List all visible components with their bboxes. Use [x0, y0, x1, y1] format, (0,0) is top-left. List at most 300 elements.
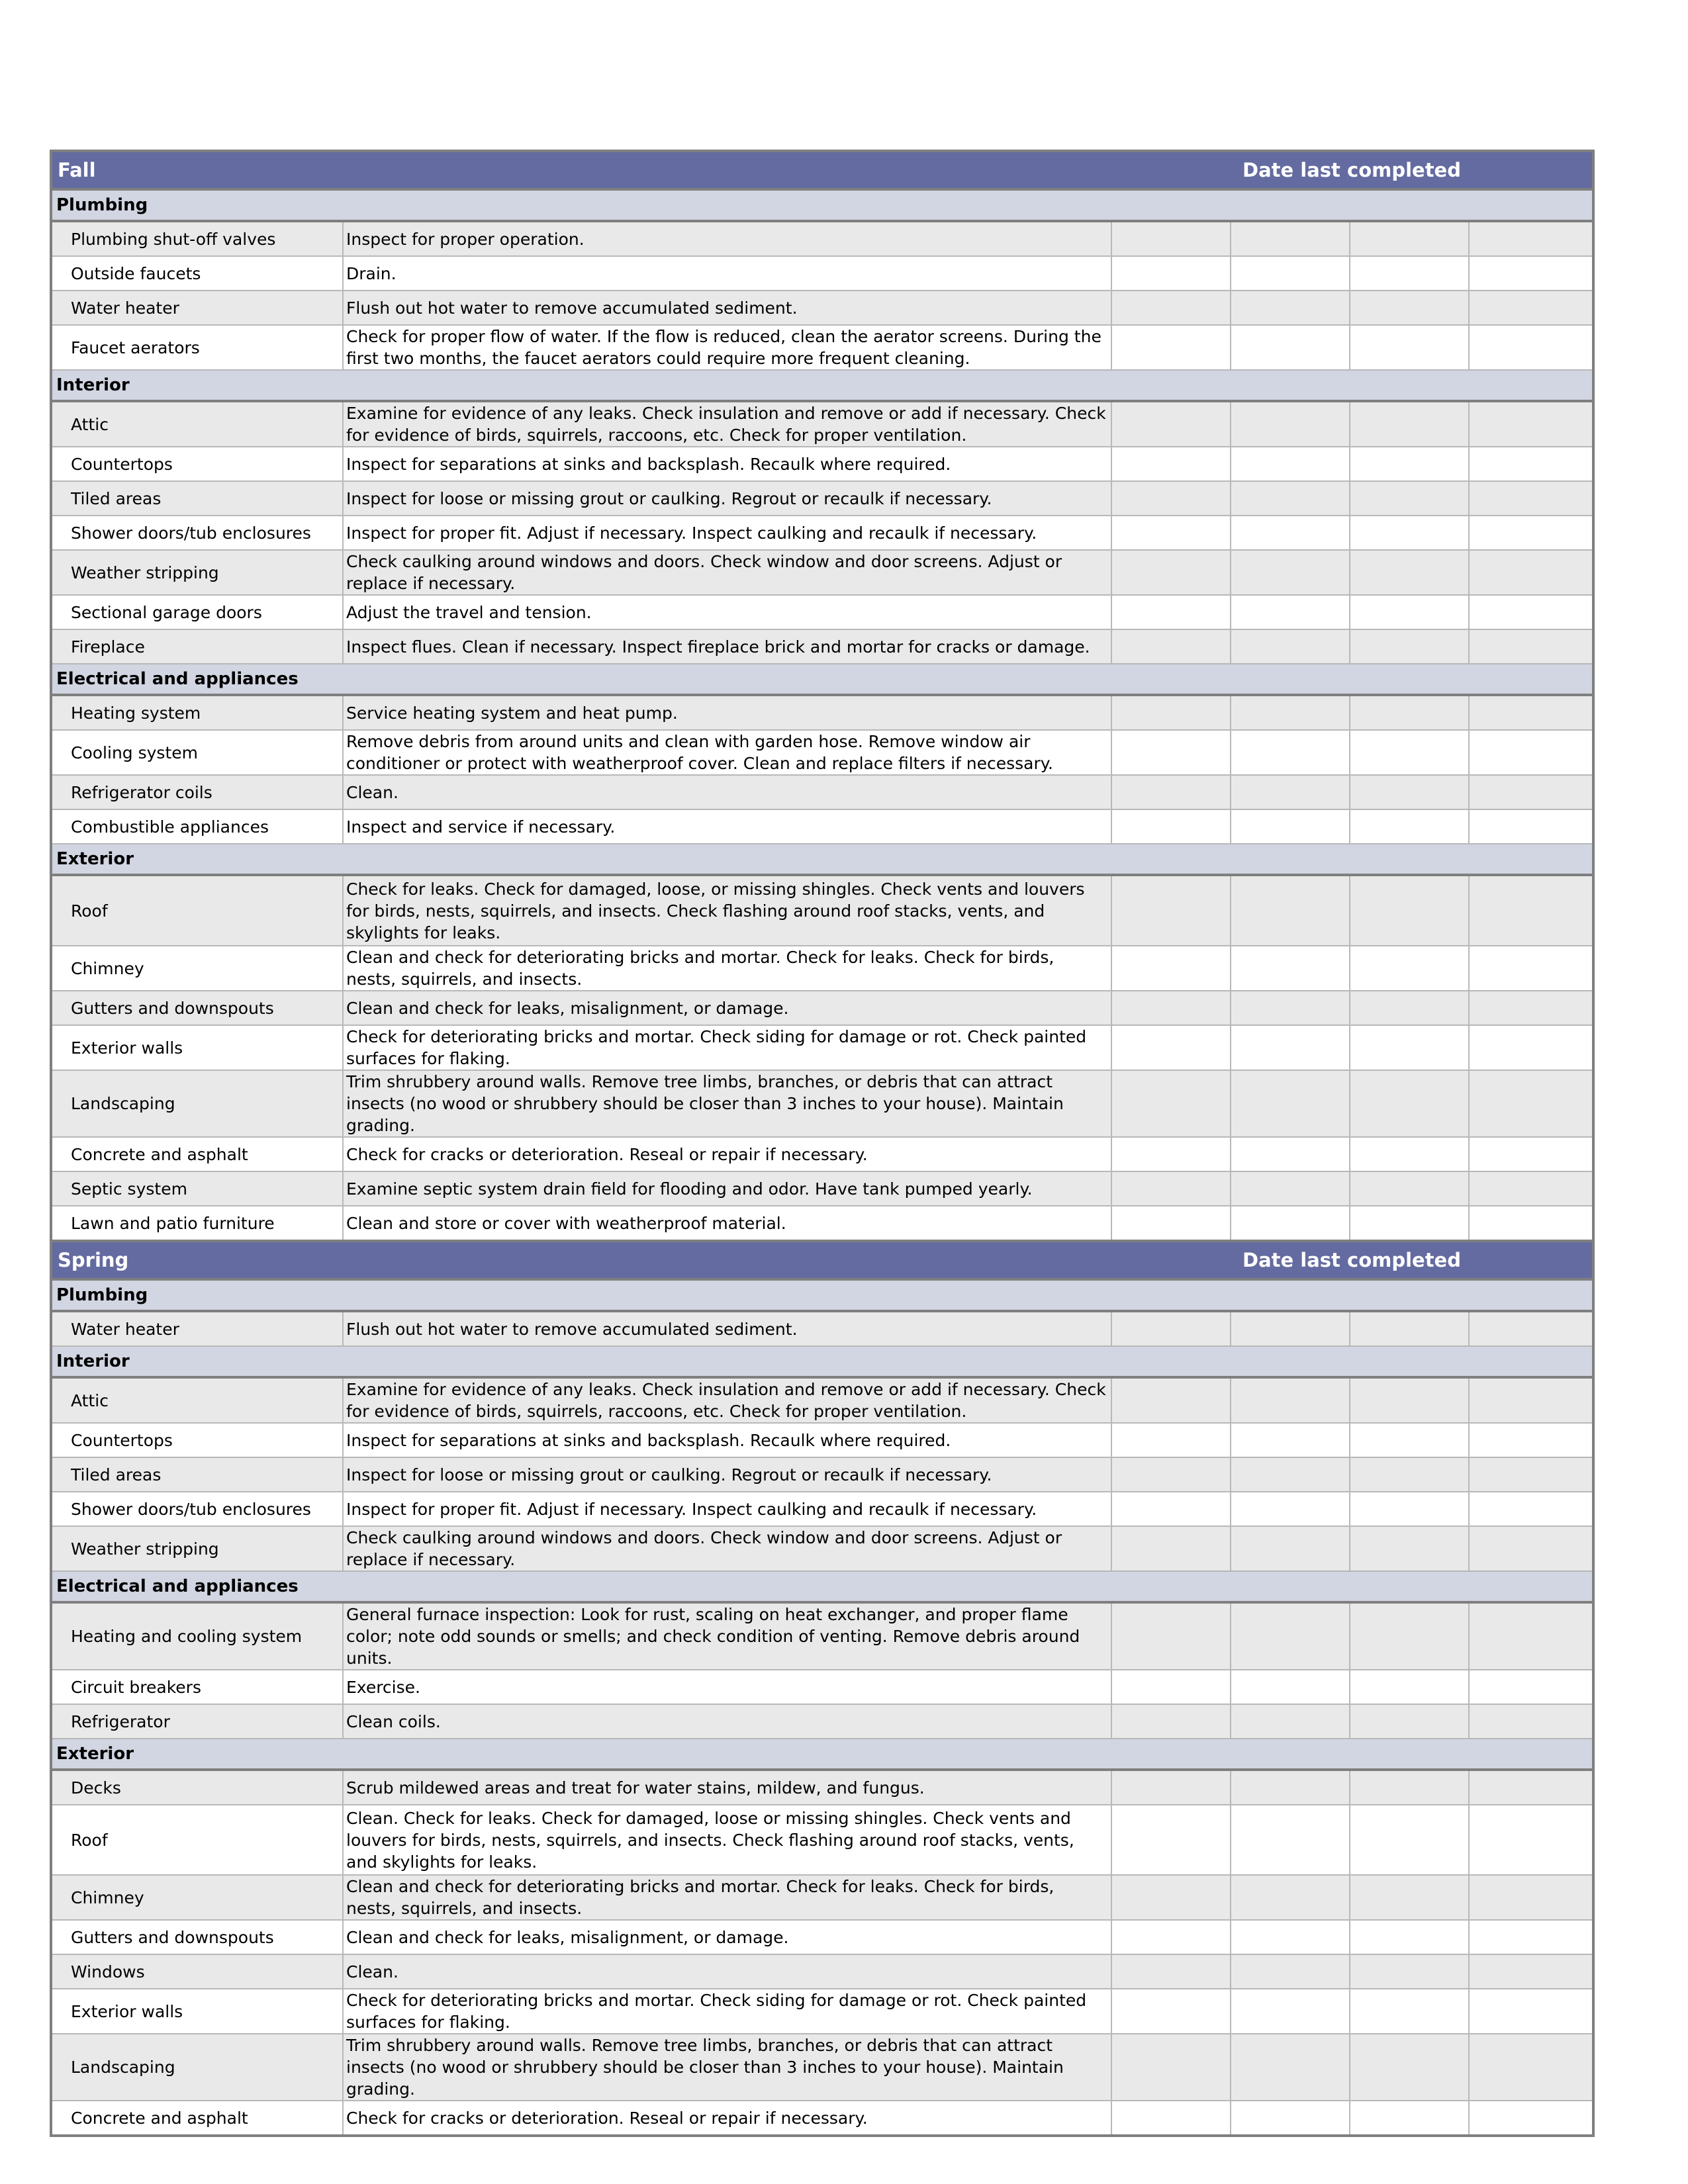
date-completed-input[interactable]	[1350, 1379, 1468, 1422]
date-completed-input[interactable]	[1350, 1989, 1468, 2033]
date-completed-input[interactable]	[1350, 2101, 1468, 2134]
date-completed-cell[interactable]	[1231, 1770, 1350, 1805]
date-completed-input[interactable]	[1231, 1771, 1349, 1804]
date-completed-input[interactable]	[1112, 1379, 1230, 1422]
date-completed-cell[interactable]	[1469, 2101, 1593, 2136]
date-completed-cell[interactable]	[1350, 1954, 1469, 1989]
date-completed-cell[interactable]	[1469, 595, 1593, 629]
date-completed-input[interactable]	[1231, 291, 1349, 324]
date-completed-cell[interactable]	[1111, 291, 1231, 325]
date-completed-cell[interactable]	[1231, 595, 1350, 629]
date-completed-cell[interactable]	[1469, 1704, 1593, 1739]
date-completed-cell[interactable]	[1231, 1704, 1350, 1739]
date-completed-cell[interactable]	[1350, 401, 1469, 447]
date-completed-input[interactable]	[1470, 1424, 1592, 1457]
date-completed-cell[interactable]	[1231, 991, 1350, 1025]
date-completed-cell[interactable]	[1231, 1989, 1350, 2034]
date-completed-input[interactable]	[1112, 1805, 1230, 1874]
date-completed-input[interactable]	[1470, 1172, 1592, 1205]
date-completed-input[interactable]	[1470, 1989, 1592, 2033]
date-completed-cell[interactable]	[1231, 401, 1350, 447]
date-completed-cell[interactable]	[1469, 2034, 1593, 2101]
date-completed-cell[interactable]	[1469, 1377, 1593, 1423]
date-completed-cell[interactable]	[1350, 291, 1469, 325]
date-completed-input[interactable]	[1112, 1492, 1230, 1525]
date-completed-input[interactable]	[1112, 551, 1230, 594]
date-completed-cell[interactable]	[1231, 2034, 1350, 2101]
date-completed-cell[interactable]	[1350, 991, 1469, 1025]
date-completed-cell[interactable]	[1111, 1377, 1231, 1423]
date-completed-cell[interactable]	[1469, 401, 1593, 447]
date-completed-cell[interactable]	[1350, 1770, 1469, 1805]
date-completed-input[interactable]	[1112, 326, 1230, 369]
date-completed-input[interactable]	[1231, 1955, 1349, 1988]
date-completed-input[interactable]	[1231, 1071, 1349, 1136]
date-completed-input[interactable]	[1470, 482, 1592, 515]
date-completed-input[interactable]	[1350, 1805, 1468, 1874]
date-completed-input[interactable]	[1470, 1379, 1592, 1422]
date-completed-cell[interactable]	[1350, 447, 1469, 481]
date-completed-cell[interactable]	[1111, 2101, 1231, 2136]
date-completed-cell[interactable]	[1231, 695, 1350, 730]
date-completed-cell[interactable]	[1469, 1602, 1593, 1670]
date-completed-input[interactable]	[1112, 1670, 1230, 1704]
date-completed-cell[interactable]	[1231, 1875, 1350, 1920]
date-completed-cell[interactable]	[1231, 1954, 1350, 1989]
date-completed-input[interactable]	[1350, 1138, 1468, 1171]
date-completed-cell[interactable]	[1111, 775, 1231, 809]
date-completed-input[interactable]	[1470, 222, 1592, 255]
date-completed-input[interactable]	[1350, 1458, 1468, 1491]
date-completed-cell[interactable]	[1111, 1920, 1231, 1954]
date-completed-cell[interactable]	[1350, 2034, 1469, 2101]
date-completed-cell[interactable]	[1111, 595, 1231, 629]
date-completed-cell[interactable]	[1350, 256, 1469, 291]
date-completed-cell[interactable]	[1231, 1457, 1350, 1492]
date-completed-input[interactable]	[1112, 1771, 1230, 1804]
date-completed-cell[interactable]	[1111, 629, 1231, 664]
date-completed-input[interactable]	[1231, 257, 1349, 290]
date-completed-input[interactable]	[1231, 876, 1349, 945]
date-completed-input[interactable]	[1350, 630, 1468, 663]
date-completed-cell[interactable]	[1350, 775, 1469, 809]
date-completed-input[interactable]	[1470, 551, 1592, 594]
date-completed-input[interactable]	[1112, 291, 1230, 324]
date-completed-input[interactable]	[1470, 776, 1592, 809]
date-completed-cell[interactable]	[1111, 1989, 1231, 2034]
date-completed-cell[interactable]	[1231, 1206, 1350, 1241]
date-completed-input[interactable]	[1112, 1876, 1230, 1919]
date-completed-cell[interactable]	[1111, 1492, 1231, 1526]
date-completed-cell[interactable]	[1469, 1025, 1593, 1070]
date-completed-cell[interactable]	[1231, 1526, 1350, 1571]
date-completed-input[interactable]	[1470, 810, 1592, 843]
date-completed-cell[interactable]	[1350, 629, 1469, 664]
date-completed-input[interactable]	[1112, 447, 1230, 480]
date-completed-input[interactable]	[1231, 696, 1349, 729]
date-completed-input[interactable]	[1112, 402, 1230, 446]
date-completed-cell[interactable]	[1350, 1492, 1469, 1526]
date-completed-cell[interactable]	[1231, 1311, 1350, 1346]
date-completed-cell[interactable]	[1231, 946, 1350, 991]
date-completed-input[interactable]	[1470, 696, 1592, 729]
date-completed-cell[interactable]	[1469, 1989, 1593, 2034]
date-completed-input[interactable]	[1470, 2101, 1592, 2134]
date-completed-cell[interactable]	[1231, 516, 1350, 550]
date-completed-cell[interactable]	[1350, 1206, 1469, 1241]
date-completed-input[interactable]	[1112, 2101, 1230, 2134]
date-completed-input[interactable]	[1350, 1921, 1468, 1954]
date-completed-cell[interactable]	[1469, 1137, 1593, 1171]
date-completed-cell[interactable]	[1350, 1070, 1469, 1137]
date-completed-cell[interactable]	[1469, 1954, 1593, 1989]
date-completed-input[interactable]	[1231, 1705, 1349, 1738]
date-completed-input[interactable]	[1350, 291, 1468, 324]
date-completed-cell[interactable]	[1111, 1704, 1231, 1739]
date-completed-input[interactable]	[1470, 447, 1592, 480]
date-completed-cell[interactable]	[1350, 550, 1469, 595]
date-completed-cell[interactable]	[1231, 221, 1350, 256]
date-completed-input[interactable]	[1350, 402, 1468, 446]
date-completed-cell[interactable]	[1469, 1920, 1593, 1954]
date-completed-input[interactable]	[1350, 1492, 1468, 1525]
date-completed-cell[interactable]	[1469, 221, 1593, 256]
date-completed-input[interactable]	[1231, 1604, 1349, 1669]
date-completed-input[interactable]	[1470, 1705, 1592, 1738]
date-completed-input[interactable]	[1350, 1670, 1468, 1704]
date-completed-input[interactable]	[1231, 1492, 1349, 1525]
date-completed-input[interactable]	[1112, 222, 1230, 255]
date-completed-cell[interactable]	[1350, 1171, 1469, 1206]
date-completed-cell[interactable]	[1469, 481, 1593, 516]
date-completed-input[interactable]	[1112, 1206, 1230, 1240]
date-completed-cell[interactable]	[1350, 1025, 1469, 1070]
date-completed-cell[interactable]	[1111, 1137, 1231, 1171]
date-completed-cell[interactable]	[1111, 1602, 1231, 1670]
date-completed-cell[interactable]	[1350, 875, 1469, 946]
date-completed-input[interactable]	[1112, 257, 1230, 290]
date-completed-cell[interactable]	[1231, 1670, 1350, 1704]
date-completed-cell[interactable]	[1350, 2101, 1469, 2136]
date-completed-cell[interactable]	[1111, 1311, 1231, 1346]
date-completed-input[interactable]	[1350, 257, 1468, 290]
date-completed-cell[interactable]	[1469, 1171, 1593, 1206]
date-completed-cell[interactable]	[1231, 1920, 1350, 1954]
date-completed-input[interactable]	[1112, 1989, 1230, 2033]
date-completed-cell[interactable]	[1231, 809, 1350, 844]
date-completed-input[interactable]	[1231, 1138, 1349, 1171]
date-completed-input[interactable]	[1470, 2034, 1592, 2100]
date-completed-cell[interactable]	[1111, 447, 1231, 481]
date-completed-cell[interactable]	[1350, 221, 1469, 256]
date-completed-input[interactable]	[1231, 731, 1349, 774]
date-completed-cell[interactable]	[1350, 595, 1469, 629]
date-completed-cell[interactable]	[1111, 516, 1231, 550]
date-completed-input[interactable]	[1231, 1876, 1349, 1919]
date-completed-input[interactable]	[1470, 402, 1592, 446]
date-completed-cell[interactable]	[1469, 516, 1593, 550]
date-completed-input[interactable]	[1350, 776, 1468, 809]
date-completed-cell[interactable]	[1350, 1526, 1469, 1571]
date-completed-cell[interactable]	[1111, 221, 1231, 256]
date-completed-input[interactable]	[1470, 1921, 1592, 1954]
date-completed-cell[interactable]	[1469, 875, 1593, 946]
date-completed-input[interactable]	[1231, 326, 1349, 369]
date-completed-cell[interactable]	[1469, 256, 1593, 291]
date-completed-cell[interactable]	[1231, 1377, 1350, 1423]
date-completed-cell[interactable]	[1469, 991, 1593, 1025]
date-completed-input[interactable]	[1231, 1172, 1349, 1205]
date-completed-input[interactable]	[1112, 696, 1230, 729]
date-completed-cell[interactable]	[1350, 946, 1469, 991]
date-completed-cell[interactable]	[1350, 809, 1469, 844]
date-completed-input[interactable]	[1231, 1989, 1349, 2033]
date-completed-cell[interactable]	[1231, 481, 1350, 516]
date-completed-cell[interactable]	[1111, 946, 1231, 991]
date-completed-cell[interactable]	[1350, 1920, 1469, 1954]
date-completed-cell[interactable]	[1469, 550, 1593, 595]
date-completed-input[interactable]	[1112, 596, 1230, 629]
date-completed-cell[interactable]	[1231, 1805, 1350, 1875]
date-completed-input[interactable]	[1112, 991, 1230, 1024]
date-completed-cell[interactable]	[1350, 1602, 1469, 1670]
date-completed-input[interactable]	[1470, 731, 1592, 774]
date-completed-cell[interactable]	[1231, 1602, 1350, 1670]
date-completed-input[interactable]	[1350, 1172, 1468, 1205]
date-completed-cell[interactable]	[1231, 875, 1350, 946]
date-completed-input[interactable]	[1231, 991, 1349, 1024]
date-completed-cell[interactable]	[1350, 1805, 1469, 1875]
date-completed-input[interactable]	[1231, 402, 1349, 446]
date-completed-input[interactable]	[1350, 1527, 1468, 1570]
date-completed-input[interactable]	[1350, 516, 1468, 549]
date-completed-input[interactable]	[1231, 1921, 1349, 1954]
date-completed-input[interactable]	[1470, 630, 1592, 663]
date-completed-cell[interactable]	[1469, 1311, 1593, 1346]
date-completed-cell[interactable]	[1111, 1954, 1231, 1989]
date-completed-cell[interactable]	[1231, 550, 1350, 595]
date-completed-cell[interactable]	[1350, 1457, 1469, 1492]
date-completed-cell[interactable]	[1350, 325, 1469, 370]
date-completed-cell[interactable]	[1111, 1025, 1231, 1070]
date-completed-input[interactable]	[1470, 1771, 1592, 1804]
date-completed-input[interactable]	[1231, 810, 1349, 843]
date-completed-input[interactable]	[1112, 1424, 1230, 1457]
date-completed-cell[interactable]	[1231, 1025, 1350, 1070]
date-completed-input[interactable]	[1470, 257, 1592, 290]
date-completed-cell[interactable]	[1111, 1526, 1231, 1571]
date-completed-input[interactable]	[1470, 1492, 1592, 1525]
date-completed-input[interactable]	[1470, 946, 1592, 990]
date-completed-input[interactable]	[1231, 630, 1349, 663]
date-completed-input[interactable]	[1231, 447, 1349, 480]
date-completed-cell[interactable]	[1111, 1206, 1231, 1241]
date-completed-input[interactable]	[1350, 1604, 1468, 1669]
date-completed-cell[interactable]	[1111, 401, 1231, 447]
date-completed-cell[interactable]	[1469, 695, 1593, 730]
date-completed-cell[interactable]	[1350, 730, 1469, 775]
date-completed-cell[interactable]	[1231, 1492, 1350, 1526]
date-completed-input[interactable]	[1350, 1771, 1468, 1804]
date-completed-cell[interactable]	[1231, 291, 1350, 325]
date-completed-cell[interactable]	[1111, 1171, 1231, 1206]
date-completed-input[interactable]	[1350, 1206, 1468, 1240]
date-completed-input[interactable]	[1470, 291, 1592, 324]
date-completed-input[interactable]	[1470, 596, 1592, 629]
date-completed-input[interactable]	[1112, 946, 1230, 990]
date-completed-input[interactable]	[1350, 1424, 1468, 1457]
date-completed-input[interactable]	[1231, 551, 1349, 594]
date-completed-input[interactable]	[1470, 1604, 1592, 1669]
date-completed-input[interactable]	[1350, 1705, 1468, 1738]
date-completed-input[interactable]	[1350, 2034, 1468, 2100]
date-completed-cell[interactable]	[1231, 2101, 1350, 2136]
date-completed-input[interactable]	[1350, 1955, 1468, 1988]
date-completed-input[interactable]	[1470, 1670, 1592, 1704]
date-completed-input[interactable]	[1112, 1458, 1230, 1491]
date-completed-cell[interactable]	[1350, 1423, 1469, 1457]
date-completed-input[interactable]	[1470, 1071, 1592, 1136]
date-completed-input[interactable]	[1112, 1138, 1230, 1171]
date-completed-cell[interactable]	[1231, 325, 1350, 370]
date-completed-input[interactable]	[1350, 326, 1468, 369]
date-completed-cell[interactable]	[1111, 875, 1231, 946]
date-completed-cell[interactable]	[1469, 1670, 1593, 1704]
date-completed-input[interactable]	[1112, 482, 1230, 515]
date-completed-cell[interactable]	[1111, 809, 1231, 844]
date-completed-cell[interactable]	[1231, 775, 1350, 809]
date-completed-cell[interactable]	[1111, 481, 1231, 516]
date-completed-cell[interactable]	[1469, 1805, 1593, 1875]
date-completed-input[interactable]	[1350, 1071, 1468, 1136]
date-completed-cell[interactable]	[1350, 1377, 1469, 1423]
date-completed-cell[interactable]	[1111, 730, 1231, 775]
date-completed-input[interactable]	[1231, 1424, 1349, 1457]
date-completed-cell[interactable]	[1350, 1875, 1469, 1920]
date-completed-cell[interactable]	[1350, 481, 1469, 516]
date-completed-input[interactable]	[1112, 876, 1230, 945]
date-completed-cell[interactable]	[1111, 695, 1231, 730]
date-completed-cell[interactable]	[1469, 447, 1593, 481]
date-completed-cell[interactable]	[1111, 1770, 1231, 1805]
date-completed-input[interactable]	[1470, 1312, 1592, 1345]
date-completed-cell[interactable]	[1111, 1875, 1231, 1920]
date-completed-input[interactable]	[1350, 810, 1468, 843]
date-completed-input[interactable]	[1112, 516, 1230, 549]
date-completed-cell[interactable]	[1111, 1423, 1231, 1457]
date-completed-input[interactable]	[1112, 1527, 1230, 1570]
date-completed-cell[interactable]	[1231, 447, 1350, 481]
date-completed-cell[interactable]	[1469, 1070, 1593, 1137]
date-completed-input[interactable]	[1470, 991, 1592, 1024]
date-completed-cell[interactable]	[1350, 1311, 1469, 1346]
date-completed-cell[interactable]	[1111, 325, 1231, 370]
date-completed-input[interactable]	[1231, 222, 1349, 255]
date-completed-input[interactable]	[1112, 731, 1230, 774]
date-completed-cell[interactable]	[1469, 1526, 1593, 1571]
date-completed-cell[interactable]	[1111, 256, 1231, 291]
date-completed-input[interactable]	[1112, 1921, 1230, 1954]
date-completed-input[interactable]	[1231, 1670, 1349, 1704]
date-completed-cell[interactable]	[1469, 946, 1593, 991]
date-completed-input[interactable]	[1350, 482, 1468, 515]
date-completed-input[interactable]	[1231, 1458, 1349, 1491]
date-completed-cell[interactable]	[1111, 1070, 1231, 1137]
date-completed-cell[interactable]	[1111, 991, 1231, 1025]
date-completed-cell[interactable]	[1350, 695, 1469, 730]
date-completed-cell[interactable]	[1469, 629, 1593, 664]
date-completed-cell[interactable]	[1469, 809, 1593, 844]
date-completed-cell[interactable]	[1469, 1875, 1593, 1920]
date-completed-cell[interactable]	[1469, 730, 1593, 775]
date-completed-cell[interactable]	[1469, 1770, 1593, 1805]
date-completed-input[interactable]	[1231, 1312, 1349, 1345]
date-completed-cell[interactable]	[1350, 1704, 1469, 1739]
date-completed-input[interactable]	[1231, 1527, 1349, 1570]
date-completed-input[interactable]	[1350, 696, 1468, 729]
date-completed-input[interactable]	[1112, 630, 1230, 663]
date-completed-cell[interactable]	[1469, 325, 1593, 370]
date-completed-input[interactable]	[1350, 1876, 1468, 1919]
date-completed-input[interactable]	[1470, 516, 1592, 549]
date-completed-input[interactable]	[1112, 2034, 1230, 2100]
date-completed-input[interactable]	[1470, 1876, 1592, 1919]
date-completed-cell[interactable]	[1231, 730, 1350, 775]
date-completed-input[interactable]	[1112, 1312, 1230, 1345]
date-completed-input[interactable]	[1112, 1604, 1230, 1669]
date-completed-input[interactable]	[1470, 1527, 1592, 1570]
date-completed-input[interactable]	[1470, 326, 1592, 369]
date-completed-cell[interactable]	[1469, 291, 1593, 325]
date-completed-input[interactable]	[1231, 1379, 1349, 1422]
date-completed-cell[interactable]	[1111, 1457, 1231, 1492]
date-completed-input[interactable]	[1350, 222, 1468, 255]
date-completed-cell[interactable]	[1469, 1457, 1593, 1492]
date-completed-cell[interactable]	[1111, 550, 1231, 595]
date-completed-cell[interactable]	[1350, 516, 1469, 550]
date-completed-input[interactable]	[1350, 731, 1468, 774]
date-completed-input[interactable]	[1350, 946, 1468, 990]
date-completed-input[interactable]	[1470, 1138, 1592, 1171]
date-completed-cell[interactable]	[1111, 1805, 1231, 1875]
date-completed-input[interactable]	[1470, 1458, 1592, 1491]
date-completed-input[interactable]	[1350, 551, 1468, 594]
date-completed-input[interactable]	[1350, 447, 1468, 480]
date-completed-input[interactable]	[1231, 776, 1349, 809]
date-completed-input[interactable]	[1112, 1955, 1230, 1988]
date-completed-input[interactable]	[1112, 1026, 1230, 1069]
date-completed-input[interactable]	[1231, 482, 1349, 515]
date-completed-input[interactable]	[1470, 876, 1592, 945]
date-completed-input[interactable]	[1231, 596, 1349, 629]
date-completed-input[interactable]	[1231, 1206, 1349, 1240]
date-completed-input[interactable]	[1470, 1805, 1592, 1874]
date-completed-cell[interactable]	[1231, 1423, 1350, 1457]
date-completed-input[interactable]	[1470, 1026, 1592, 1069]
date-completed-cell[interactable]	[1111, 2034, 1231, 2101]
date-completed-cell[interactable]	[1350, 1670, 1469, 1704]
date-completed-input[interactable]	[1470, 1955, 1592, 1988]
date-completed-cell[interactable]	[1231, 1070, 1350, 1137]
date-completed-cell[interactable]	[1350, 1137, 1469, 1171]
date-completed-cell[interactable]	[1469, 1492, 1593, 1526]
date-completed-input[interactable]	[1350, 991, 1468, 1024]
date-completed-cell[interactable]	[1469, 1423, 1593, 1457]
date-completed-input[interactable]	[1231, 2034, 1349, 2100]
date-completed-input[interactable]	[1231, 1805, 1349, 1874]
date-completed-input[interactable]	[1231, 516, 1349, 549]
date-completed-input[interactable]	[1112, 810, 1230, 843]
